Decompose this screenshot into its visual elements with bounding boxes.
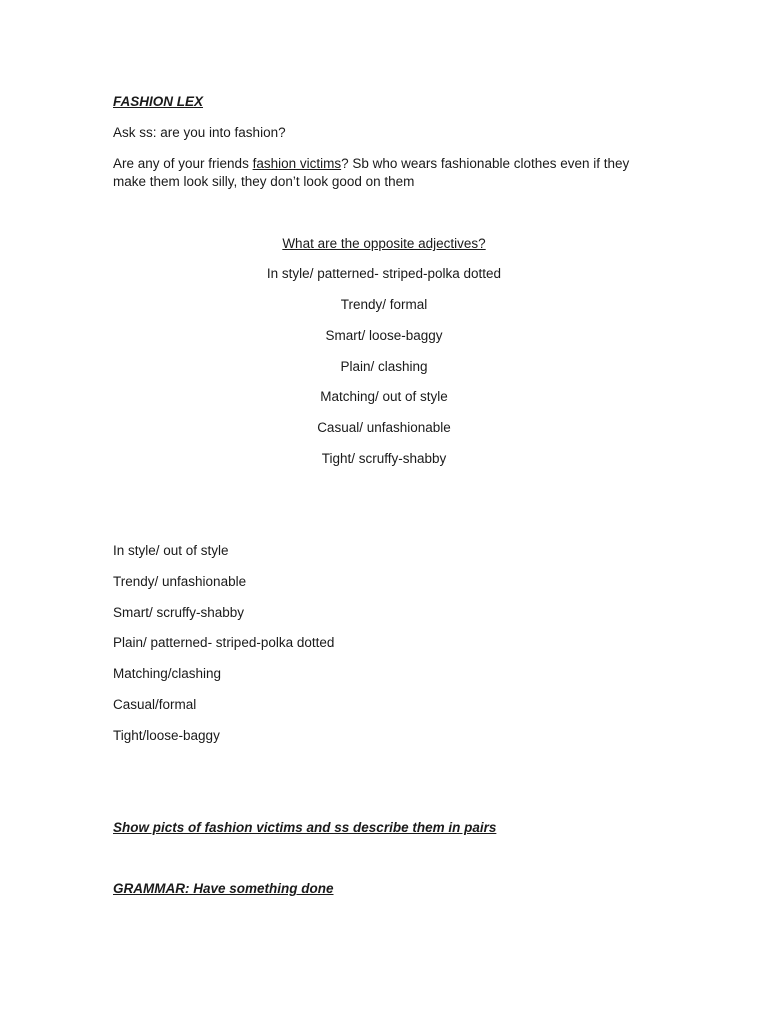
exercise-item: Casual/ unfashionable: [317, 420, 451, 435]
question-paragraph: [113, 155, 653, 191]
exercise-item: Trendy/ formal: [340, 297, 428, 312]
answer-item: Trendy/ unfashionable: [113, 574, 247, 589]
exercise-item: In style/ patterned- striped-polka dotted: [266, 266, 502, 281]
question-term: fashion victims: [252, 156, 342, 171]
answer-item: Smart/ scruffy-shabby: [113, 605, 245, 620]
answer-item: Plain/ patterned- striped-polka dotted: [113, 635, 335, 650]
question-before: Are any of your friends: [113, 156, 253, 171]
answer-item: In style/ out of style: [113, 543, 229, 558]
question-after: ? Sb who wears fashionable clothes even if they make them look silly, they don’t look good on them: [113, 156, 630, 189]
exercise-item: Tight/ scruffy-shabby: [321, 451, 447, 466]
heading: FASHION LEX: [113, 94, 204, 109]
ask-line: Ask ss: are you into fashion?: [113, 125, 286, 140]
exercise-item: Plain/ clashing: [340, 359, 428, 374]
answer-item: Tight/loose-baggy: [113, 728, 220, 743]
activity-instruction: Show picts of fashion victims and ss describe them in pairs: [113, 820, 497, 835]
answer-item: Matching/clashing: [113, 666, 222, 681]
exercise-item: Matching/ out of style: [320, 389, 448, 404]
exercise-prompt: What are the opposite adjectives?: [282, 236, 486, 251]
grammar-heading: GRAMMAR: Have something done: [113, 881, 334, 896]
exercise-item: Smart/ loose-baggy: [325, 328, 443, 343]
answer-item: Casual/formal: [113, 697, 197, 712]
